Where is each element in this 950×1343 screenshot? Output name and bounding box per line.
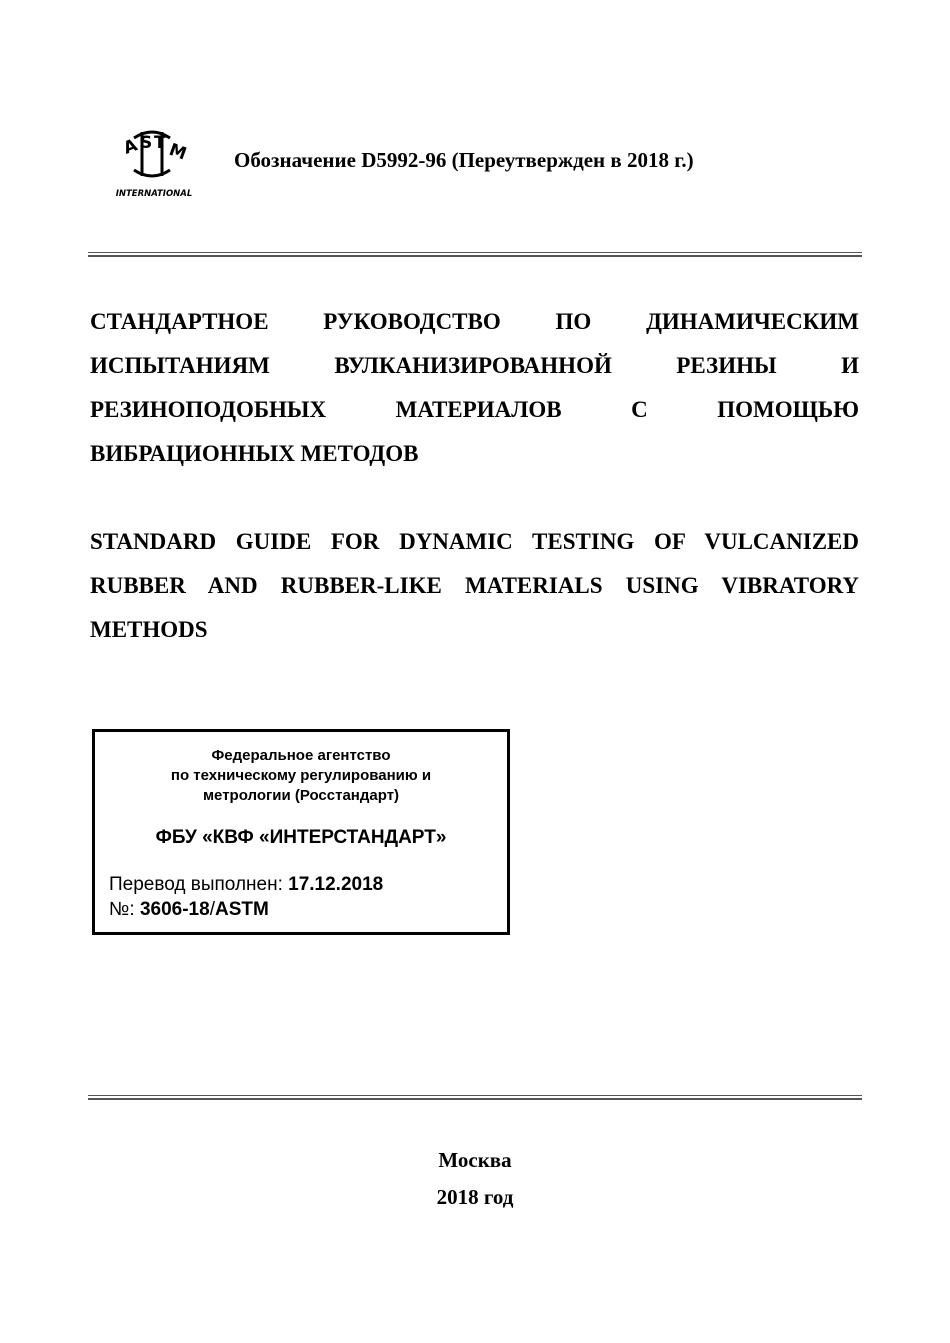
number-label: №: <box>109 899 135 920</box>
stamp-agency <box>95 746 507 806</box>
stamp-agency-line-3: метрологии (Росстандарт) <box>202 787 400 804</box>
document-designation: Обозначение D5992-96 (Переутвержден в 2018 г.) <box>234 148 694 172</box>
title-ru-line-1: СТАНДАРТНОЕ РУКОВОДСТВО ПО ДИНАМИЧЕСКИМ <box>90 309 859 334</box>
svg-text:S: S <box>140 133 153 153</box>
translation-date: 17.12.2018 <box>288 874 384 895</box>
stamp-number-line <box>109 899 269 921</box>
number-suffix: ASTM <box>214 899 269 920</box>
stamp-organization: ФБУ «КВФ «ИНТЕРСТАНДАРТ» <box>155 827 447 848</box>
svg-text:M: M <box>166 139 190 165</box>
title-ru-line-3: РЕЗИНОПОДОБНЫХ МАТЕРИАЛОВ С ПОМОЩЬЮ <box>90 397 859 422</box>
translation-label: Перевод выполнен: <box>109 874 283 895</box>
top-divider <box>88 252 862 257</box>
title-ru-line-4: ВИБРАЦИОННЫХ МЕТОДОВ <box>90 441 419 466</box>
title-russian <box>90 300 859 476</box>
title-en-line-3: METHODS <box>90 617 208 642</box>
title-en-line-1: STANDARD GUIDE FOR DYNAMIC TESTING OF VULCANIZED <box>90 529 859 554</box>
publication-year: 2018 год <box>436 1185 514 1209</box>
title-ru-line-2: ИСПЫТАНИЯМ ВУЛКАНИЗИРОВАННОЙ РЕЗИНЫ И <box>90 353 859 378</box>
svg-text:T: T <box>154 133 166 153</box>
publication-city: Москва <box>438 1148 512 1172</box>
title-en-line-2: RUBBER AND RUBBER-LIKE MATERIALS USING VIBRATORY <box>90 573 859 598</box>
number-value: 3606-18 <box>139 899 210 920</box>
bottom-divider <box>88 1095 862 1100</box>
svg-text:A: A <box>120 135 141 159</box>
number-separator: / <box>209 899 215 920</box>
astm-international-logo-icon <box>112 124 196 200</box>
title-english <box>90 520 859 652</box>
stamp-agency-line-1: Федеральное агентство <box>211 747 391 764</box>
stamp-agency-line-2: по техническому регулированию и <box>170 767 432 784</box>
stamp-translation-date-line <box>109 874 383 896</box>
logo-subtext: INTERNATIONAL <box>115 189 193 199</box>
translation-stamp <box>92 729 510 935</box>
